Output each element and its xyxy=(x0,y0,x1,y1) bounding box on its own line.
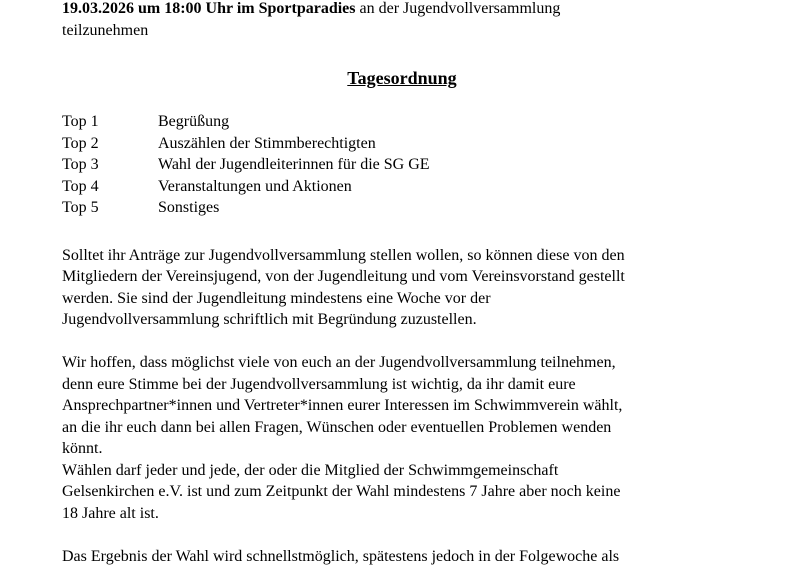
paragraph-line: Mitgliedern der Vereinsjugend, von der Jugendleitung und vom Vereinsvorstand gestellt xyxy=(62,266,742,288)
paragraph-line: 18 Jahre alt ist. xyxy=(62,503,742,525)
paragraph-line: denn eure Stimme bei der Jugendvollversammlung ist wichtig, da ihr damit eure xyxy=(62,374,742,396)
document-page xyxy=(62,0,742,567)
paragraph-line: Jugendvollversammlung schriftlich mit Begründung zuzustellen. xyxy=(62,309,742,331)
agenda-list xyxy=(62,111,742,219)
intro-line-1 xyxy=(62,0,742,20)
agenda-item-number: Top 4 xyxy=(62,176,158,198)
agenda-item xyxy=(62,197,742,219)
agenda-item-label: Wahl der Jugendleiterinnen für die SG GE xyxy=(158,154,430,176)
meeting-date-place: 19.03.2026 um 18:00 Uhr im Sportparadies xyxy=(62,0,356,17)
agenda-item-label: Begrüßung xyxy=(158,111,229,133)
agenda-item-label: Veranstaltungen und Aktionen xyxy=(158,176,352,198)
paragraph-line: an die ihr euch dann bei allen Fragen, Wünschen oder eventuellen Problemen wenden xyxy=(62,417,742,439)
paragraph-line: könnt. xyxy=(62,438,742,460)
spacer xyxy=(62,219,742,245)
paragraph-result xyxy=(62,546,742,567)
agenda-item xyxy=(62,133,742,155)
spacer xyxy=(62,524,742,546)
agenda-item-number: Top 1 xyxy=(62,111,158,133)
intro-line-1-rest: an der Jugendvollversammlung xyxy=(356,0,561,17)
paragraph-line: Wir hoffen, dass möglichst viele von euch an der Jugendvollversammlung teilnehmen, xyxy=(62,352,742,374)
spacer xyxy=(62,331,742,353)
paragraph-line: Solltet ihr Anträge zur Jugendvollversammlung stellen wollen, so können diese von den xyxy=(62,245,742,267)
paragraph-line: Gelsenkirchen e.V. ist und zum Zeitpunkt der Wahl mindestens 7 Jahre aber noch keine xyxy=(62,481,742,503)
agenda-item-label: Auszählen der Stimmberechtigten xyxy=(158,133,376,155)
agenda-item-number: Top 5 xyxy=(62,197,158,219)
agenda-heading: Tagesordnung xyxy=(62,66,742,90)
paragraph-line: Ansprechpartner*innen und Vertreter*innen eurer Interessen im Schwimmverein wählt, xyxy=(62,395,742,417)
agenda-item-number: Top 2 xyxy=(62,133,158,155)
agenda-item-label: Sonstiges xyxy=(158,197,219,219)
paragraph-line: Das Ergebnis der Wahl wird schnellstmöglich, spätestens jedoch in der Folgewoche als xyxy=(62,546,742,567)
paragraph-participation xyxy=(62,352,742,524)
paragraph-line: Wählen darf jeder und jede, der oder die Mitglied der Schwimmgemeinschaft xyxy=(62,460,742,482)
intro-line-2: teilzunehmen xyxy=(62,20,742,42)
agenda-item xyxy=(62,111,742,133)
agenda-item-number: Top 3 xyxy=(62,154,158,176)
agenda-item xyxy=(62,154,742,176)
agenda-item xyxy=(62,176,742,198)
paragraph-motions xyxy=(62,245,742,331)
paragraph-line: werden. Sie sind der Jugendleitung mindestens eine Woche vor der xyxy=(62,288,742,310)
